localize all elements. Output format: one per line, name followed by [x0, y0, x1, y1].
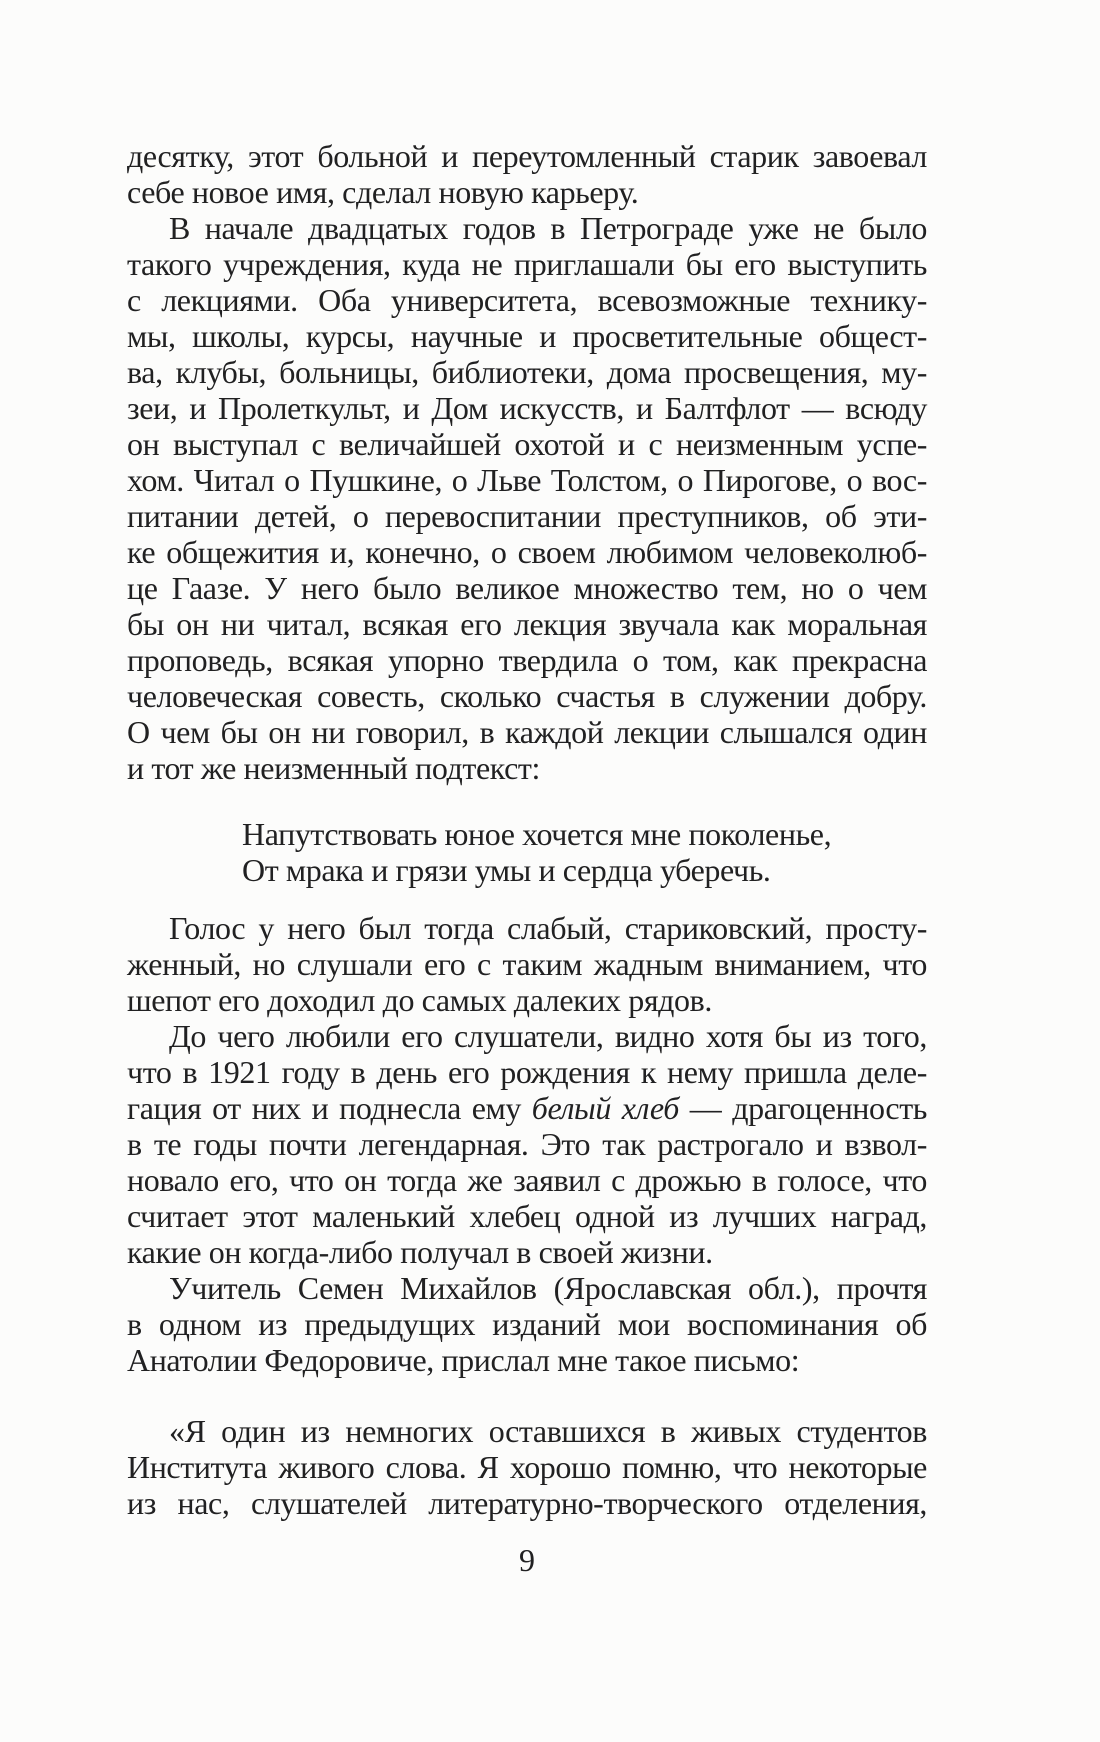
text-line: в те годы почти легендарная. Это так растрогало и взвол- [127, 1126, 927, 1162]
text-line: из нас, слушателей литературно-творческого отделения, [127, 1485, 927, 1521]
text-segment: гация от них и поднесла ему [127, 1090, 532, 1126]
text-line: це Гаазе. У него было великое множество тем, но о чем [127, 570, 927, 606]
text-line: Анатолии Федоровиче, прислал мне такое письмо: [127, 1342, 800, 1378]
text-segment: — драгоценность [678, 1090, 927, 1126]
text-line: с лекциями. Оба университета, всевозможные технику- [127, 282, 927, 318]
text-line: хом. Читал о Пушкине, о Льве Толстом, о Пирогове, о вос- [127, 462, 927, 498]
text-line: и тот же неизменный подтекст: [127, 750, 541, 786]
text-line: До чего любили его слушатели, видно хотя бы из того, [169, 1018, 927, 1054]
text-line: мы, школы, курсы, научные и просветительные общест- [127, 318, 927, 354]
text-line: женный, но слушали его с таким жадным вниманием, что [127, 946, 927, 982]
page-number: 9 [519, 1542, 535, 1578]
text-line: такого учреждения, куда не приглашали бы его выступить [127, 246, 927, 282]
text-line: шепот его доходил до самых далеких рядов. [127, 982, 712, 1018]
text-line: В начале двадцатых годов в Петрограде уже не было [169, 210, 927, 246]
text-line: Учитель Семен Михайлов (Ярославская обл.), прочтя [169, 1270, 927, 1306]
page-text-column [127, 138, 927, 1578]
text-line: Голос у него был тогда слабый, стариковский, просту- [169, 910, 927, 946]
text-line: ва, клубы, больницы, библиотеки, дома просвещения, му- [127, 354, 927, 390]
text-line: десятку, этот больной и переутомленный старик завоевал [127, 138, 927, 174]
text-line: новало его, что он тогда же заявил с дрожью в голосе, что [127, 1162, 927, 1198]
text-line: О чем бы он ни говорил, в каждой лекции слышался один [127, 714, 927, 750]
text-line: ке общежития и, конечно, о своем любимом человеколюб- [127, 534, 927, 570]
text-line: питании детей, о перевоспитании преступников, об эти- [127, 498, 927, 534]
text-line [127, 1090, 927, 1126]
text-line: бы он ни читал, всякая его лекция звучала как моральная [127, 606, 927, 642]
text-line: считает этот маленький хлебец одной из лучших наград, [127, 1198, 927, 1234]
text-line: он выступал с величайшей охотой и с неизменным успе- [127, 426, 927, 462]
verse-quote [242, 816, 927, 888]
text-line: проповедь, всякая упорно твердила о том, как прекрасна [127, 642, 927, 678]
italic-phrase: белый хлеб [531, 1090, 679, 1126]
text-line: что в 1921 году в день его рождения к нему пришла деле- [127, 1054, 927, 1090]
text-line: «Я один из немногих оставшихся в живых студентов [169, 1413, 927, 1449]
text-line: в одном из предыдущих изданий мои воспоминания об [127, 1306, 927, 1342]
text-line: Института живого слова. Я хорошо помню, что некоторые [127, 1449, 927, 1485]
verse-line: От мрака и грязи умы и сердца уберечь. [242, 852, 771, 888]
text-line: зеи, и Пролеткульт, и Дом искусств, и Балтфлот — всюду [127, 390, 927, 426]
text-line: человеческая совесть, сколько счастья в служении добру. [127, 678, 927, 714]
text-line: себе новое имя, сделал новую карьеру. [127, 174, 639, 210]
verse-line: Напутствовать юное хочется мне поколенье, [242, 816, 832, 852]
text-line: какие он когда-либо получал в своей жизни. [127, 1234, 713, 1270]
